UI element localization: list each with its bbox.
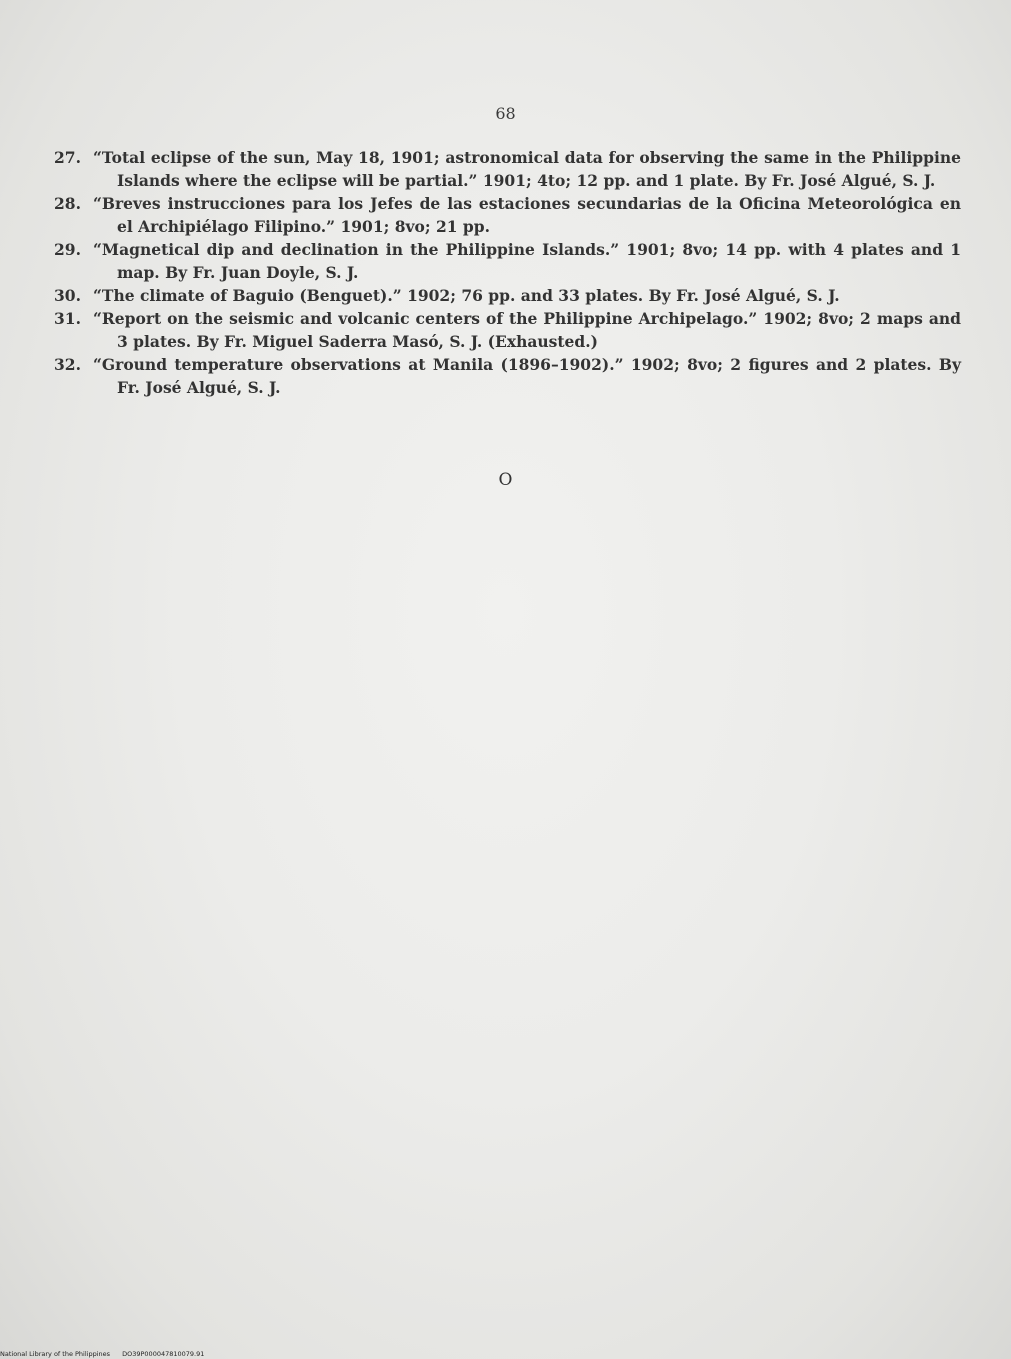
- page-number: 68: [495, 104, 516, 123]
- entry-text: “Magnetical dip and declination in the Philippine Islands.” 1901; 8vo; 14 pp. with 4 plates and 1 map. By Fr. Juan Doyle, S. J.: [93, 240, 961, 282]
- entry-text: “Breves instrucciones para los Jefes de las estaciones secundarias de la Oficina Meteorológica en el Archipiélago Filipino.” 1901; 8vo; 21 pp.: [93, 194, 961, 236]
- entry-text: “The climate of Baguio (Benguet).” 1902; 76 pp. and 33 plates. By Fr. José Algué, S. J.: [93, 286, 840, 305]
- end-mark: O: [498, 470, 513, 490]
- publication-list: [54, 146, 961, 399]
- scan-footer: [0, 1350, 214, 1358]
- list-item: [54, 238, 961, 284]
- footer-code: DO39P000047810079.91: [122, 1350, 205, 1358]
- entry-number: 29.: [54, 240, 81, 259]
- list-item: [54, 307, 961, 353]
- entry-text: “Report on the seismic and volcanic centers of the Philippine Archipelago.” 1902; 8vo; 2 maps and 3 plates. By Fr. Miguel Saderra Masó, S. J. (Exhausted.): [93, 309, 961, 351]
- entry-text: “Total eclipse of the sun, May 18, 1901; astronomical data for observing the same in the Philippine Islands where the eclipse will be partial.” 1901; 4to; 12 pp. and 1 plate. By Fr. José Algué, S. J.: [93, 148, 961, 190]
- entry-text: “Ground temperature observations at Manila (1896–1902).” 1902; 8vo; 2 figures and 2 plates. By Fr. José Algué, S. J.: [93, 355, 961, 397]
- entry-number: 30.: [54, 286, 81, 305]
- entry-number: 32.: [54, 355, 81, 374]
- list-item: [54, 353, 961, 399]
- entry-number: 31.: [54, 309, 81, 328]
- list-item: [54, 192, 961, 238]
- list-item: [54, 146, 961, 192]
- entry-number: 28.: [54, 194, 81, 213]
- footer-library: National Library of the Philippines: [0, 1350, 111, 1358]
- list-item: [54, 284, 961, 307]
- entry-number: 27.: [54, 148, 81, 167]
